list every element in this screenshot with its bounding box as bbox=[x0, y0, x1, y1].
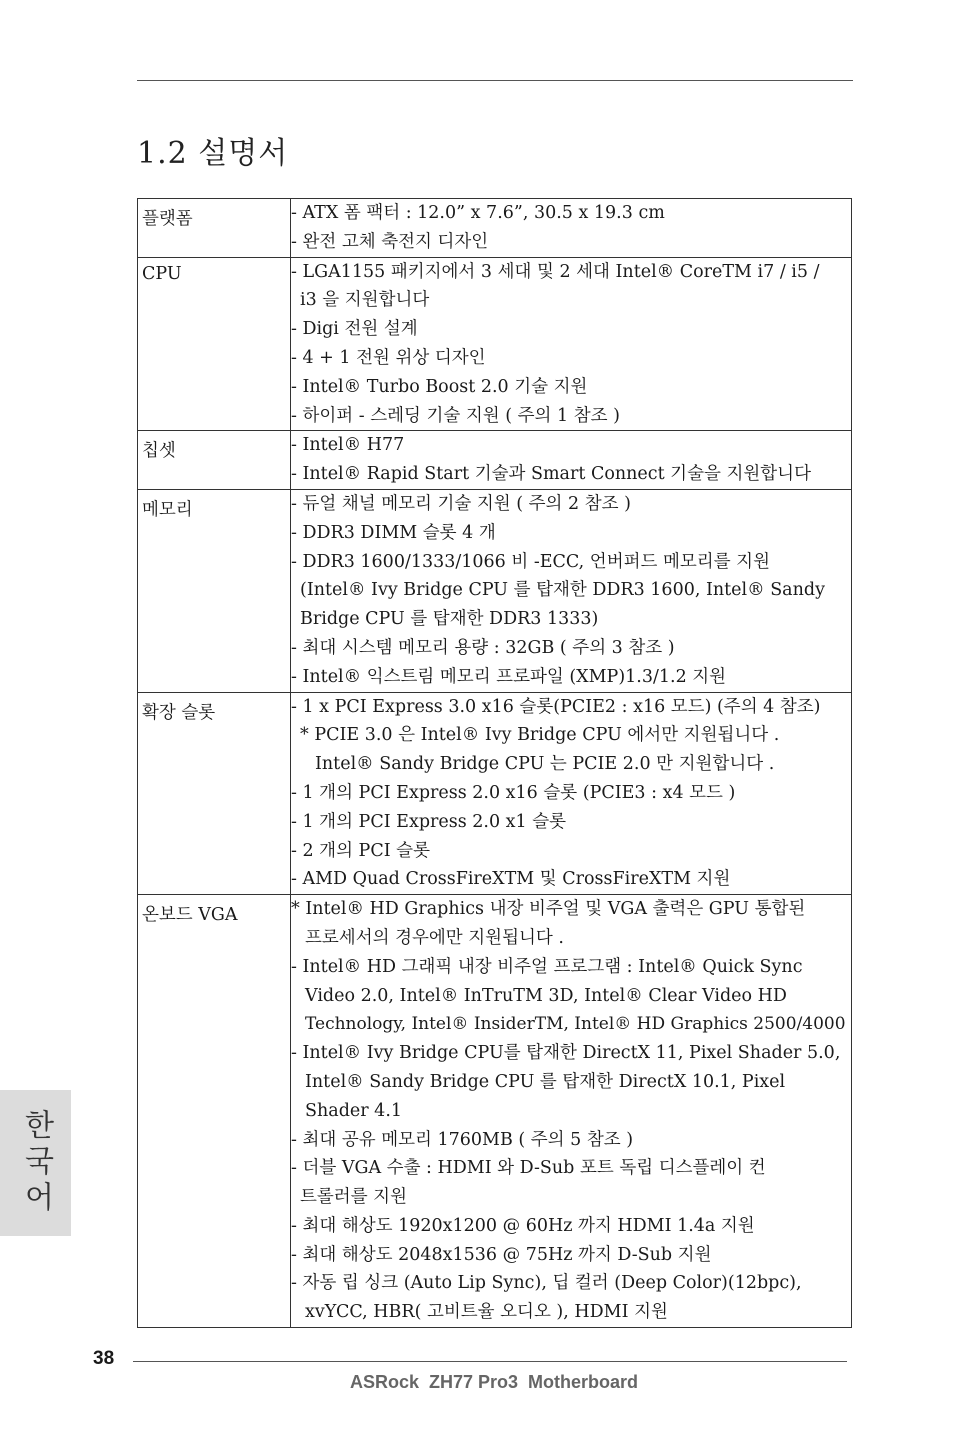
spec-content bbox=[291, 489, 852, 692]
spec-content bbox=[291, 257, 852, 431]
footer-model: ASRock ZH77 Pro3 Motherboard bbox=[350, 1372, 639, 1392]
spec-row bbox=[138, 431, 852, 490]
spec-line: - 완전 고체 축전지 디자인 bbox=[291, 231, 489, 252]
spec-line: - 듀얼 채널 메모리 기술 지원 ( 주의 2 참조 ) bbox=[291, 493, 631, 514]
spec-line: - Intel® Ivy Bridge CPU를 탑재한 DirectX 11, Pixel Shader 5.0, bbox=[291, 1043, 841, 1064]
spec-line: - 4 + 1 전원 위상 디자인 bbox=[291, 347, 486, 368]
spec-content bbox=[291, 431, 852, 490]
spec-label: 칩셋 bbox=[138, 431, 291, 490]
language-side-tab bbox=[0, 1090, 71, 1236]
spec-label: CPU bbox=[138, 257, 291, 431]
spec-line: - Intel® 익스트림 메모리 프로파일 (XMP)1.3/1.2 지원 bbox=[291, 666, 727, 687]
spec-label: 메모리 bbox=[138, 489, 291, 692]
spec-line: Shader 4.1 bbox=[305, 1100, 403, 1121]
spec-line: - 1 x PCI Express 3.0 x16 슬롯(PCIE2 : x16 모드) (주의 4 참조) bbox=[291, 696, 821, 717]
spec-line: * Intel® HD Graphics 내장 비주얼 및 VGA 출력은 GPU 통합된 bbox=[291, 899, 806, 920]
spec-row bbox=[138, 489, 852, 692]
spec-line: - 1 개의 PCI Express 2.0 x1 슬롯 bbox=[291, 811, 567, 832]
spec-line: - 1 개의 PCI Express 2.0 x16 슬롯 (PCIE3 : x4 모드 ) bbox=[291, 782, 736, 803]
spec-row bbox=[138, 257, 852, 431]
spec-line: - Intel® H77 bbox=[291, 435, 405, 456]
spec-table bbox=[137, 198, 852, 1328]
spec-row bbox=[138, 895, 852, 1328]
spec-line: - 자동 립 싱크 (Auto Lip Sync), 딥 컬러 (Deep Color)(12bpc), bbox=[291, 1273, 802, 1294]
spec-line: 프로세서의 경우에만 지원됩니다 . bbox=[305, 927, 564, 948]
bottom-rule bbox=[133, 1361, 847, 1362]
spec-line: - 최대 해상도 1920x1200 @ 60Hz 까지 HDMI 1.4a 지원 bbox=[291, 1215, 755, 1236]
spec-line: 트롤러를 지원 bbox=[300, 1187, 407, 1208]
spec-line: - 최대 해상도 2048x1536 @ 75Hz 까지 D-Sub 지원 bbox=[291, 1244, 712, 1265]
spec-content bbox=[291, 895, 852, 1328]
spec-line: Intel® Sandy Bridge CPU 는 PCIE 2.0 만 지원합니다 . bbox=[315, 754, 775, 775]
spec-line: - 최대 공유 메모리 1760MB ( 주의 5 참조 ) bbox=[291, 1129, 634, 1150]
spec-row bbox=[138, 692, 852, 895]
spec-line: - Intel® Turbo Boost 2.0 기술 지원 bbox=[291, 376, 588, 397]
spec-line: - Intel® HD 그래픽 내장 비주얼 프로그램 : Intel® Quick Sync bbox=[291, 956, 803, 977]
spec-line: - ATX 폼 팩터 : 12.0” x 7.6”, 30.5 x 19.3 cm bbox=[291, 203, 665, 223]
spec-table-body bbox=[138, 199, 852, 1328]
spec-line: - 더블 VGA 수출 : HDMI 와 D-Sub 포트 독립 디스플레이 컨 bbox=[291, 1158, 766, 1179]
spec-line: - DDR3 1600/1333/1066 비 -ECC, 언버퍼드 메모리를 지원 bbox=[291, 551, 770, 572]
language-label: 한국어 bbox=[18, 1109, 54, 1217]
spec-line: - DDR3 DIMM 슬롯 4 개 bbox=[291, 522, 496, 543]
section-title: 1.2 설명서 bbox=[137, 136, 289, 171]
spec-line: * PCIE 3.0 은 Intel® Ivy Bridge CPU 에서만 지원됩니다 . bbox=[300, 725, 780, 746]
spec-line: - 하이퍼 - 스레딩 기술 지원 ( 주의 1 참조 ) bbox=[291, 405, 620, 426]
spec-content bbox=[291, 199, 852, 258]
spec-line: Intel® Sandy Bridge CPU 를 탑재한 DirectX 10.1, Pixel bbox=[305, 1071, 786, 1092]
top-rule bbox=[137, 80, 853, 81]
spec-line: - Intel® Rapid Start 기술과 Smart Connect 기술을 지원합니다 bbox=[291, 464, 811, 485]
spec-line: i3 을 지원합니다 bbox=[300, 290, 430, 311]
page-number: 38 bbox=[93, 1348, 115, 1369]
spec-line: - LGA1155 패키지에서 3 세대 및 2 세대 Intel® CoreTM i7 / i5 / bbox=[291, 261, 820, 282]
spec-line: Video 2.0, Intel® InTruTM 3D, Intel® Clear Video HD bbox=[305, 985, 787, 1006]
spec-row bbox=[138, 199, 852, 258]
spec-label: 확장 슬롯 bbox=[138, 692, 291, 895]
spec-line: Bridge CPU 를 탑재한 DDR3 1333) bbox=[300, 609, 599, 630]
spec-line: Technology, Intel® InsiderTM, Intel® HD Graphics 2500/4000 bbox=[305, 1014, 846, 1035]
spec-label: 온보드 VGA bbox=[138, 895, 291, 1328]
spec-content bbox=[291, 692, 852, 895]
spec-label: 플랫폼 bbox=[138, 199, 291, 258]
spec-line: - 2 개의 PCI 슬롯 bbox=[291, 840, 430, 861]
spec-line: xvYCC, HBR( 고비트율 오디오 ), HDMI 지원 bbox=[305, 1302, 668, 1323]
spec-line: - AMD Quad CrossFireXTM 및 CrossFireXTM 지원 bbox=[291, 869, 731, 890]
spec-line: - 최대 시스템 메모리 용량 : 32GB ( 주의 3 참조 ) bbox=[291, 637, 675, 658]
spec-line: (Intel® Ivy Bridge CPU 를 탑재한 DDR3 1600, Intel® Sandy bbox=[300, 580, 825, 601]
spec-line: - Digi 전원 설계 bbox=[291, 319, 418, 340]
